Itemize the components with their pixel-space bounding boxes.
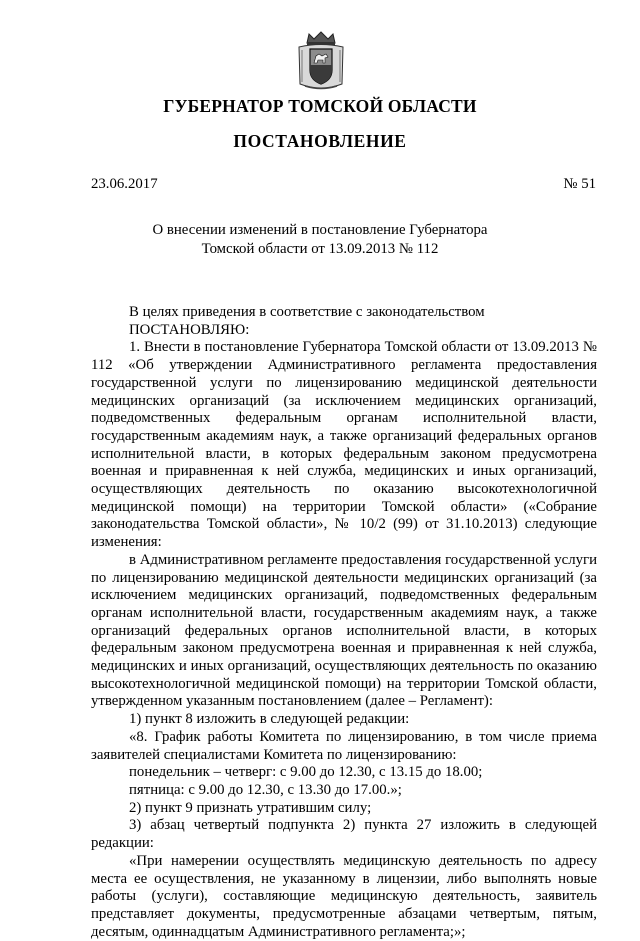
schedule-line: понедельник – четверг: с 9.00 до 12.30, с 13.15 до 18.00; <box>129 764 483 781</box>
subitem-paragraph: 1) пункт 8 изложить в следующей редакции: <box>129 711 410 728</box>
document-date: 23.06.2017 <box>91 176 158 192</box>
item-1-paragraph: 1. Внести в постановление Губернатора Томской области от 13.09.2013 № 112 «Об утверждении Административного регламента предоставления государственной услуги по лицензированию медицинской деятельности медицинских организаций (за исключением медицинских организаций, подведомственных федеральным органам исполнительной власти, государственным академиям наук, а также организаций федеральных органов исполнительной власти, в которых федеральным законом предусмотрена военная и приравненная к ней служба, медицинских и иных организаций, осуществляющих деятельность по оказанию высокотехнологичной медицинской помощи) на территории Томской области» («Собрание законодательства Томской области», № 10/2 (99) от 31.10.2013) следующие изменения: <box>91 339 597 551</box>
subitem-paragraph: 2) пункт 9 признать утратившим силу; <box>129 799 372 816</box>
quoted-paragraph: «При намерении осуществлять медицинскую деятельность по адресу места ее осуществления, не указанному в лицензии, либо выполнять новые работы (услуги), составляющие медицинскую деятельность, заявитель представляет документы, предусмотренные абзацами четвертым, пятым, десятым, одиннадцатым Административного регламента;»; <box>91 852 597 940</box>
issuing-authority: ГУБЕРНАТОР ТОМСКОЙ ОБЛАСТИ <box>163 96 477 116</box>
tomsk-coat-of-arms-icon <box>296 30 346 92</box>
resolve-heading: ПОСТАНОВЛЯЮ: <box>129 321 250 338</box>
regulation-paragraph: в Административном регламенте предоставления государственной услуги по лицензированию медицинской деятельности медицинских организаций (за исключением медицинских организаций, подведомственных федеральным органам исполнительной власти, государственным академиям наук, а также организаций федеральных органов исполнительной власти, в которых федеральным законом предусмотрена военная и приравненная к ней служба, медицинских и иных организаций, осуществляющих деятельность по оказанию высокотехнологичной медицинской помощи) на территории Томской области, утвержденном указанным постановлением (далее – Регламент): <box>91 551 597 710</box>
schedule-line: пятница: с 9.00 до 12.30, с 13.30 до 17.00.»; <box>129 781 402 798</box>
document-type: ПОСТАНОВЛЕНИЕ <box>233 131 407 151</box>
subitem-paragraph: 3) абзац четвертый подпункта 2) пункта 27 изложить в следующей редакции: <box>91 817 597 852</box>
preamble-paragraph: В целях приведения в соответствие с законодательством <box>129 304 485 320</box>
subject-line: Томской области от 13.09.2013 № 112 <box>201 241 439 257</box>
quoted-paragraph: «8. График работы Комитета по лицензированию, в том числе приема заявителей специалистами Комитета по лицензированию: <box>91 728 597 763</box>
document-subject <box>0 221 640 259</box>
document-body <box>91 304 597 941</box>
document-number: № 51 <box>563 176 596 192</box>
subject-line: О внесении изменений в постановление Губернатора <box>152 222 488 238</box>
